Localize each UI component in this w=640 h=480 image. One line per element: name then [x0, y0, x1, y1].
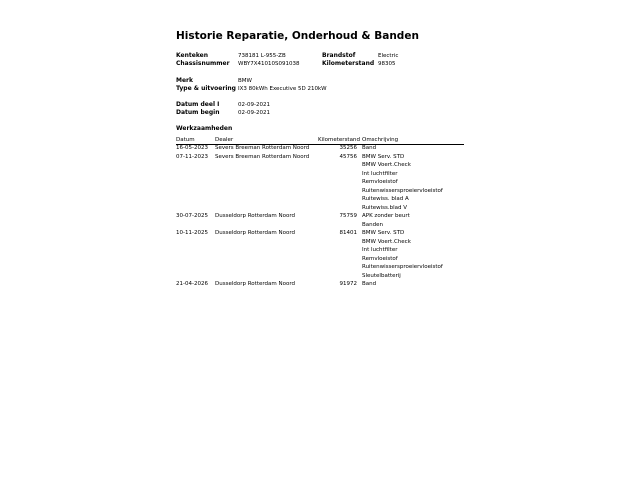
page-title: Historie Reparatie, Onderhoud & Banden	[176, 30, 419, 42]
row-kilometerstand: 45756	[339, 153, 357, 160]
datum-begin-label: Datum begin	[176, 109, 220, 116]
kenteken-value: 738181 L-955-ZB	[238, 53, 286, 59]
row-omschrijving-line: BMW Voert.Check	[362, 162, 411, 168]
column-header-omschrijving: Omschrijving	[362, 137, 399, 143]
row-omschrijving-line: Ruitewiss.blad V	[362, 204, 408, 211]
row-omschrijving-line: Int luchtfilter	[362, 170, 398, 177]
datum-deel1-label: Datum deel I	[176, 101, 220, 108]
werkzaamheden-heading: Werkzaamheden	[176, 125, 233, 132]
row-omschrijving-line: BMW Voert.Check	[362, 238, 411, 245]
row-datum: 07-11-2023	[176, 153, 208, 160]
row-omschrijving-line: Band	[362, 281, 377, 287]
merk-value: BMW	[238, 78, 252, 84]
row-datum: 10-11-2025	[176, 230, 208, 236]
row-omschrijving-line: APK zonder beurt	[362, 213, 410, 219]
row-datum: 16-05-2023	[176, 145, 208, 151]
row-kilometerstand: 91972	[339, 281, 357, 287]
kilometerstand-label: Kilometerstand	[322, 60, 375, 67]
row-omschrijving-line: Ruitenwissersproeiervloeistof	[362, 264, 443, 270]
datum-begin-value: 02-09-2021	[238, 110, 270, 116]
row-omschrijving-line: Band	[362, 145, 377, 151]
row-datum: 30-07-2025	[176, 213, 208, 219]
row-omschrijving-line: Int luchtfilter	[362, 247, 398, 253]
brandstof-label: Brandstof	[322, 52, 356, 59]
brandstof-value: Electric	[378, 53, 399, 59]
column-header-kilometerstand: Kilometerstand	[318, 137, 360, 143]
row-omschrijving-line: Ruitewiss. blad A	[362, 196, 409, 202]
row-datum: 21-04-2026	[176, 281, 208, 287]
row-omschrijving-line: BMW Serv. STD	[362, 230, 405, 236]
column-header-dealer: Dealer	[215, 137, 234, 143]
row-dealer: Dusseldorp Rotterdam Noord	[215, 213, 295, 219]
row-omschrijving-line: Banden	[362, 221, 383, 228]
row-omschrijving-line: Sleutelbatterij	[362, 272, 401, 279]
chassis-label: Chassisnummer	[176, 60, 230, 67]
row-dealer: Severs Breeman Rotterdam Noord	[215, 145, 310, 151]
row-dealer: Dusseldorp Rotterdam Noord	[215, 281, 295, 287]
row-omschrijving-line: Remvloeistof	[362, 255, 398, 262]
row-kilometerstand: 75759	[339, 213, 357, 219]
datum-deel1-value: 02-09-2021	[238, 102, 270, 108]
chassis-value: WBY7X41010S091038	[238, 61, 300, 67]
row-omschrijving-line: BMW Serv. STD	[362, 153, 405, 160]
row-omschrijving-line: Ruitenwissersproeiervloeistof	[362, 187, 443, 194]
row-omschrijving-line: Remvloeistof	[362, 179, 398, 185]
kilometerstand-value: 98305	[378, 61, 396, 67]
merk-label: Merk	[176, 77, 193, 84]
column-header-datum: Datum	[176, 137, 195, 143]
kenteken-label: Kenteken	[176, 52, 208, 59]
type-label: Type & uitvoering	[176, 85, 236, 92]
row-dealer: Severs Breeman Rotterdam Noord	[215, 153, 310, 160]
row-dealer: Dusseldorp Rotterdam Noord	[215, 230, 295, 236]
type-value: IX3 80kWh Executive 5D 210kW	[238, 86, 327, 92]
row-kilometerstand: 35256	[339, 145, 357, 151]
row-kilometerstand: 81401	[339, 230, 357, 236]
